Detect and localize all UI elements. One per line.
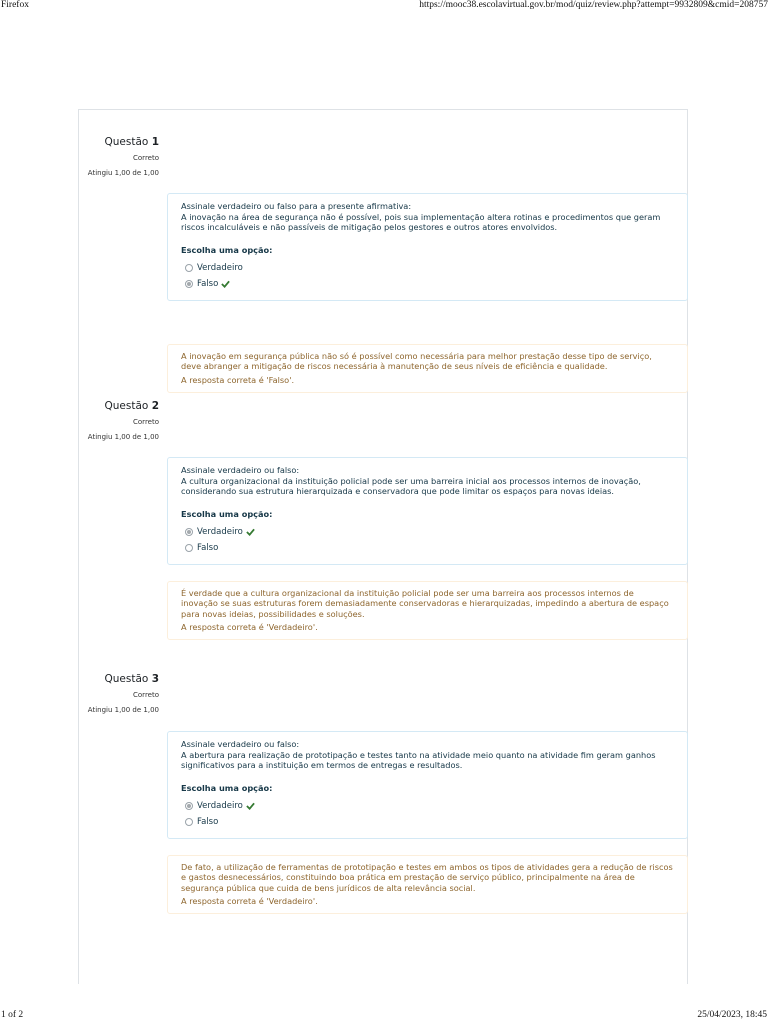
feedback-text: É verdade que a cultura organizacional da instituição policial pode ser uma barreira aos processos internos de inovação se suas estruturas forem demasiadamente conservadoras e hierarquizadas, impedindo a abertura de espaço para novas ideias, possibilidades e soluções. xyxy=(181,588,669,619)
question-text: A abertura para realização de prototipação e testes tanto na atividade meio quanto na atividade fim geram ganhos significativos para a instituição em termos de entregas e resultados. xyxy=(181,749,656,770)
check-icon xyxy=(246,802,255,810)
option-label: Verdadeiro xyxy=(197,800,243,811)
question-title: Questão 3 xyxy=(104,673,159,685)
question-intro: Assinale verdadeiro ou falso: xyxy=(181,465,300,475)
question-formulation xyxy=(167,457,688,565)
general-feedback xyxy=(167,344,688,393)
check-icon xyxy=(221,280,230,288)
question-title: Questão 1 xyxy=(104,136,159,148)
question-intro: Assinale verdadeiro ou falso para a presente afirmativa: xyxy=(181,201,412,211)
question-state: Correto xyxy=(133,691,159,699)
feedback-text: De fato, a utilização de ferramentas de prototipação e testes em ambos os tipos de atividades gera a redução de riscos e gastos desnecessários, constituindo boa prática em prestação de serviço público, principalmente na área de segurança pública que cuida de bens jurídicos de alta relevância social. xyxy=(181,862,673,893)
question-state: Correto xyxy=(133,418,159,426)
right-answer: A resposta correta é 'Verdadeiro'. xyxy=(181,621,318,632)
radio-button[interactable] xyxy=(185,544,193,552)
radio-button[interactable] xyxy=(185,818,193,826)
question-grade: Atingiu 1,00 de 1,00 xyxy=(87,169,159,177)
quiz-review-container xyxy=(78,109,688,984)
page-counter: 1 of 2 xyxy=(1,1010,24,1020)
page-url: https://mooc38.escolavirtual.gov.br/mod/quiz/review.php?attempt=9932809&cmid=208757 xyxy=(419,0,768,10)
question-info xyxy=(79,399,159,442)
question-grade: Atingiu 1,00 de 1,00 xyxy=(87,433,159,441)
question-intro: Assinale verdadeiro ou falso: xyxy=(181,739,300,749)
print-header xyxy=(0,0,768,12)
question-formulation xyxy=(167,193,688,301)
option-falso[interactable] xyxy=(181,540,673,556)
answer-prompt: Escolha uma opção: xyxy=(181,244,273,255)
question-title: Questão 2 xyxy=(104,400,159,412)
question-formulation xyxy=(167,731,688,839)
radio-button-selected[interactable] xyxy=(185,528,193,536)
option-falso[interactable] xyxy=(181,276,673,292)
print-datetime: 25/04/2023, 18:45 xyxy=(697,1010,767,1020)
question-text: A inovação na área de segurança não é possível, pois sua implementação altera rotinas e procedimentos que geram riscos incalculáveis e não passíveis de mitigação pelos gestores e outros atores envolvidos. xyxy=(181,211,661,232)
option-verdadeiro[interactable] xyxy=(181,524,673,540)
answer-options xyxy=(181,260,673,292)
option-label: Falso xyxy=(197,542,219,553)
question-info xyxy=(79,135,159,178)
answer-options xyxy=(181,524,673,556)
answer-prompt: Escolha uma opção: xyxy=(181,508,273,519)
question-state: Correto xyxy=(133,154,159,162)
option-label: Verdadeiro xyxy=(197,526,243,537)
right-answer: A resposta correta é 'Falso'. xyxy=(181,374,295,385)
general-feedback xyxy=(167,581,688,640)
general-feedback xyxy=(167,855,688,914)
radio-button[interactable] xyxy=(185,264,193,272)
answer-options xyxy=(181,798,673,830)
question-grade: Atingiu 1,00 de 1,00 xyxy=(87,706,159,714)
browser-name: Firefox xyxy=(1,0,29,10)
option-label: Falso xyxy=(197,816,219,827)
option-verdadeiro[interactable] xyxy=(181,798,673,814)
radio-button-selected[interactable] xyxy=(185,802,193,810)
answer-prompt: Escolha uma opção: xyxy=(181,782,273,793)
question-info xyxy=(79,672,159,715)
print-footer xyxy=(0,1010,768,1024)
right-answer: A resposta correta é 'Verdadeiro'. xyxy=(181,895,318,906)
check-icon xyxy=(246,528,255,536)
option-verdadeiro[interactable] xyxy=(181,260,673,276)
option-label: Falso xyxy=(197,278,219,289)
radio-button-selected[interactable] xyxy=(185,280,193,288)
feedback-text: A inovação em segurança pública não só é possível como necessária para melhor prestação desse tipo de serviço, deve abranger a mitigação de riscos necessária à manutenção de seus níveis de eficiência e qualidade. xyxy=(181,351,652,372)
option-label: Verdadeiro xyxy=(197,262,243,273)
question-text: A cultura organizacional da instituição policial pode ser uma barreira inicial aos processos internos de inovação, considerando sua estrutura hierarquizada e conservadora que pode limitar os espaços para novas ideias. xyxy=(181,475,641,496)
option-falso[interactable] xyxy=(181,814,673,830)
